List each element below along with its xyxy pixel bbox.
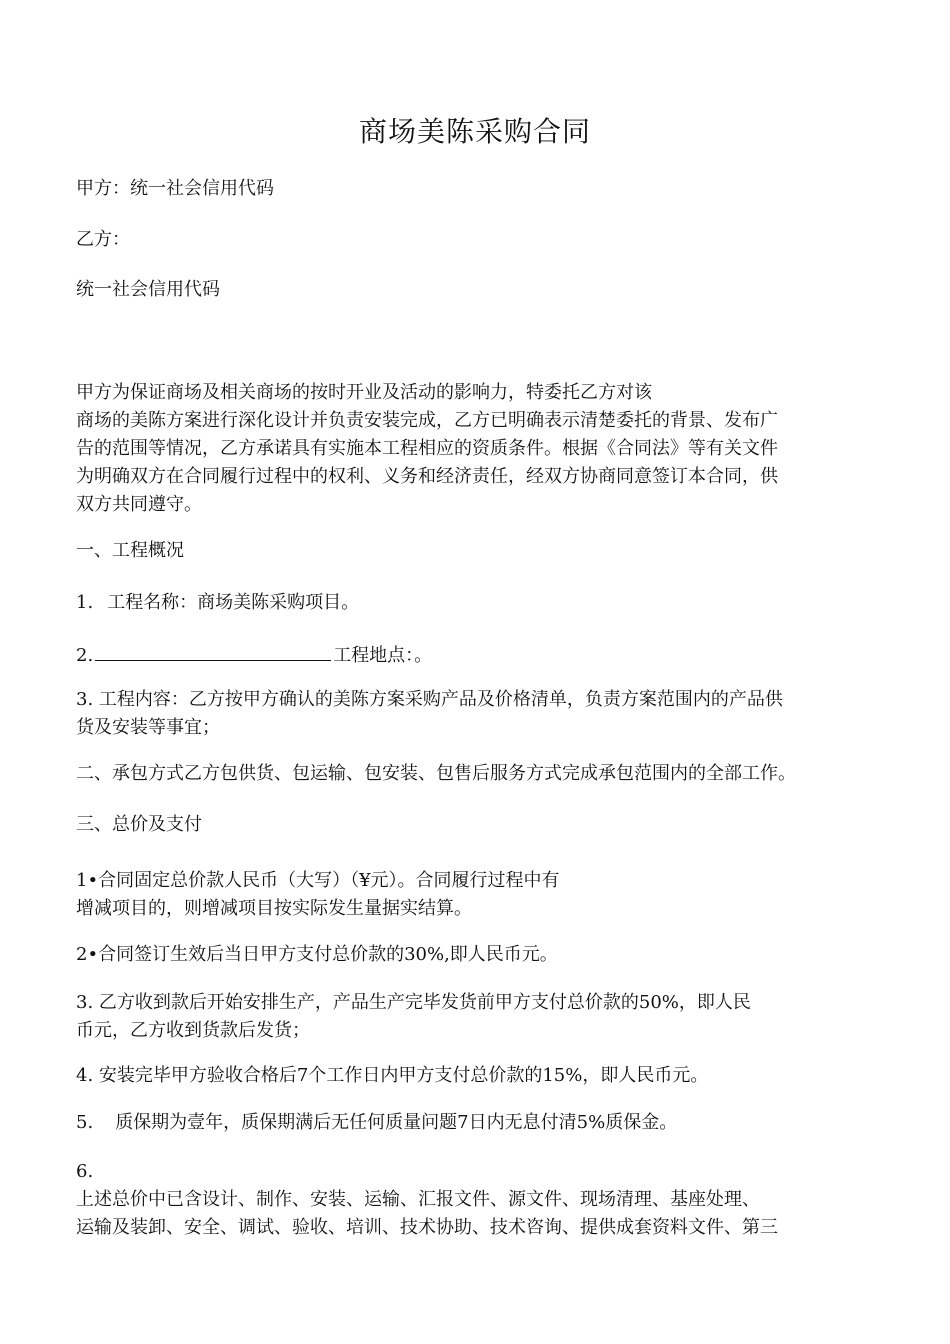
intro-line: 甲方为保证商场及相关商场的按时开业及活动的影响力，特委托乙方对该: [76, 382, 652, 403]
party-a-line: 甲方：统一社会信用代码: [76, 178, 274, 199]
fill-in-blank: [95, 640, 331, 661]
item-number: 1.: [76, 592, 94, 613]
item-number: 6.: [76, 1161, 94, 1182]
item-line: [76, 1158, 896, 1214]
section2-text: 二、承包方式乙方包供货、包运输、包安装、包售后服务方式完成承包范围内的全部工作。: [76, 763, 796, 784]
intro-line: 商场的美陈方案进行深化设计并负责安装完成，乙方已明确表示清楚委托的背景、发布广: [76, 410, 778, 431]
item-line: 1•合同固定总价款人民币（大写）（¥元）。合同履行过程中有: [76, 870, 560, 891]
section1-item3: [76, 686, 896, 742]
intro-paragraph: [76, 379, 896, 519]
item-line: 运输及装卸、安全、调试、验收、培训、技术协助、技术咨询、提供成套资料文件、第三: [76, 1217, 778, 1238]
item-text: 质保期为壹年，质保期满后无任何质量问题7日内无息付清5%质保金。: [115, 1112, 678, 1133]
item-text: 工程名称：商场美陈采购项目。: [107, 592, 360, 613]
section3-item3: [76, 989, 896, 1045]
section1-heading: 一、工程概况: [76, 540, 184, 561]
intro-line: 为明确双方在合同履行过程中的权利、义务和经济责任，经双方协商同意签订本合同，供: [76, 466, 778, 487]
section3-item1: [76, 867, 896, 923]
item-text: 工程地点：。: [333, 645, 433, 666]
party-b-code-line: 统一社会信用代码: [76, 279, 220, 300]
party-b-line: 乙方：: [76, 229, 130, 250]
section1-item2: [76, 640, 896, 670]
intro-line: 双方共同遵守。: [76, 494, 202, 515]
item-line: 货及安装等事宜；: [76, 717, 220, 738]
section3-item4: 4. 安装完毕甲方验收合格后7个工作日内甲方支付总价款的15%，即人民币元。: [76, 1065, 709, 1086]
item-number: 5.: [76, 1112, 94, 1133]
item-line: 增减项目的，则增减项目按实际发生量据实结算。: [76, 898, 472, 919]
item-line: 3. 乙方收到款后开始安排生产，产品生产完毕发货前甲方支付总价款的50%，即人民: [76, 992, 751, 1013]
section3-item6: [76, 1158, 896, 1242]
section3-item5: [76, 1109, 896, 1137]
intro-line: 告的范围等情况，乙方承诺具有实施本工程相应的资质条件。根据《合同法》等有关文件: [76, 438, 778, 459]
item-line: 3. 工程内容：乙方按甲方确认的美陈方案采购产品及价格清单，负责方案范围内的产品供: [76, 689, 783, 710]
section1-item1: [76, 589, 896, 617]
section3-item2: 2•合同签订生效后当日甲方支付总价款的30%,即人民币元。: [76, 944, 558, 965]
item-text: 上述总价中已含设计、制作、安装、运输、汇报文件、源文件、现场清理、基座处理、: [76, 1189, 760, 1210]
item-line: 币元，乙方收到货款后发货；: [76, 1020, 310, 1041]
document-title: 商场美陈采购合同: [358, 115, 591, 148]
section3-heading: 三、总价及支付: [76, 814, 202, 835]
item-number: 2.: [76, 645, 94, 666]
